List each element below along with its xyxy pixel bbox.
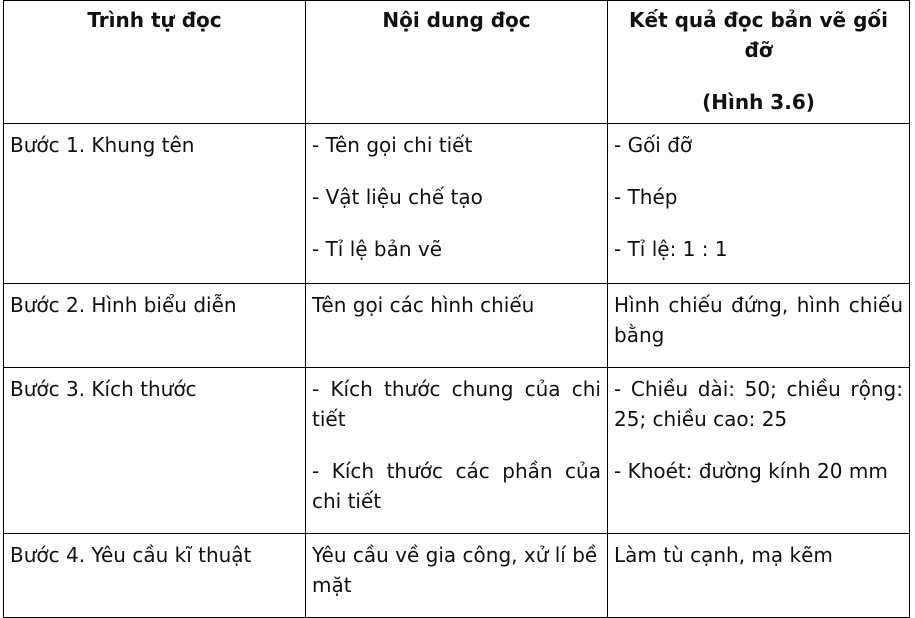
table-row (4, 368, 910, 534)
header-reading-content-text: Nội dung đọc (382, 8, 531, 32)
content-item: - Kích thước các phần của chi tiết (312, 459, 601, 513)
result-item: - Tỉ lệ: 1 : 1 (614, 237, 728, 261)
reading-steps-table-wrapper (3, 0, 910, 618)
content-item: Tên gọi các hình chiếu (312, 293, 535, 317)
step-label: Bước 4. Yêu cầu kĩ thuật (10, 543, 252, 567)
header-reading-result-figure: (Hình 3.6) (702, 90, 815, 114)
content-item: - Tên gọi chi tiết (312, 133, 473, 157)
header-reading-content (306, 1, 608, 124)
step-cell (4, 124, 306, 284)
content-cell (306, 284, 608, 368)
table-row (4, 284, 910, 368)
content-cell (306, 124, 608, 284)
content-item: Yêu cầu về gia công, xử lí bề mặt (312, 543, 598, 597)
table-header-row (4, 1, 910, 124)
reading-steps-table (3, 0, 910, 618)
result-item: - Khoét: đường kính 20 mm (614, 459, 888, 483)
step-cell (4, 368, 306, 534)
result-item: Hình chiếu đứng, hình chiếu bằng (614, 293, 903, 347)
result-cell (608, 368, 910, 534)
result-item: - Thép (614, 185, 678, 209)
step-label: Bước 2. Hình biểu diễn (10, 293, 237, 317)
content-item: - Kích thước chung của chi tiết (312, 377, 601, 431)
step-label: Bước 3. Kích thước (10, 377, 197, 401)
result-cell (608, 284, 910, 368)
content-cell (306, 368, 608, 534)
header-reading-order-text: Trình tự đọc (87, 8, 222, 32)
table-row (4, 124, 910, 284)
result-item: Làm tù cạnh, mạ kẽm (614, 543, 833, 567)
content-item: - Vật liệu chế tạo (312, 185, 483, 209)
result-cell (608, 534, 910, 618)
header-reading-result-text: Kết quả đọc bản vẽ gối đỡ (629, 8, 888, 62)
header-reading-result (608, 1, 910, 124)
table-row (4, 534, 910, 618)
result-cell (608, 124, 910, 284)
header-reading-order (4, 1, 306, 124)
step-cell (4, 284, 306, 368)
result-item: - Chiều dài: 50; chiều rộng: 25; chiều cao: 25 (614, 377, 903, 431)
result-item: - Gối đỡ (614, 133, 693, 157)
step-cell (4, 534, 306, 618)
step-label: Bước 1. Khung tên (10, 133, 195, 157)
content-item: - Tỉ lệ bản vẽ (312, 237, 443, 261)
content-cell (306, 534, 608, 618)
